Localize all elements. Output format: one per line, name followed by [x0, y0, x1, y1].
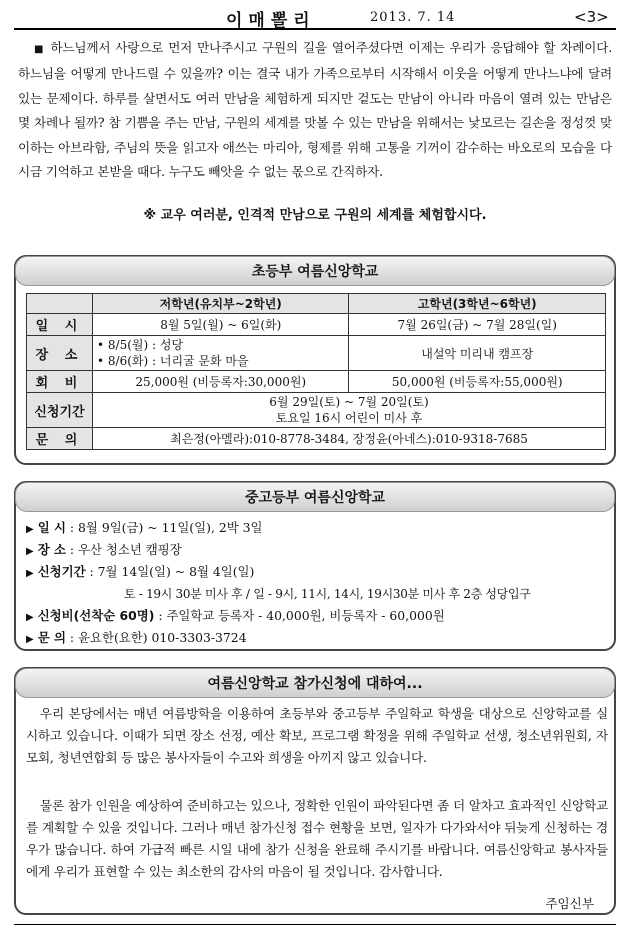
row-label-apply: 신청기간 [27, 393, 93, 428]
list-item: • 8/6(화) : 너리굴 문화 마을 [97, 354, 249, 368]
fee-upper: 50,000원 (비등록자:55,000원) [349, 371, 606, 393]
notice-section [14, 667, 616, 915]
bulletin-date: 2013. 7. 14 [370, 10, 456, 25]
notice-paragraph-1: 우리 본당에서는 매년 여름방학을 이용하여 초등부와 중고등부 주일학교 학생을 대상으로 신앙학교를 실시하고 있습니다. 이때가 되면 장소 선정, 예산 확보, 프로그램 확정을 위해 주일학교 선생, 청소년위원회, 자모회, 청년연합회 등 많은 봉사자들이 수고와 희생을 아끼지 않고 있습니다. [26, 706, 608, 765]
footer-divider [14, 924, 616, 925]
bulletin-title: 이매뽈리 [226, 11, 316, 31]
list-item: ▶ 일 시 : 8월 9일(금) ~ 11일(일), 2박 3일 [26, 520, 263, 535]
middle-high-details [26, 517, 616, 649]
triangle-bullet-icon: ▶ [26, 634, 34, 645]
row-label-place: 장 소 [27, 336, 93, 371]
table-header-row [27, 294, 606, 314]
row-label-fee: 회 비 [27, 371, 93, 393]
place-lower [93, 336, 349, 371]
slogan: ※ 교우 여러분, 인격적 만남으로 구원의 세계를 체험합시다. [143, 208, 487, 223]
table-row [27, 314, 606, 336]
date-lower: 8월 5일(월) ~ 6일(화) [93, 314, 349, 336]
square-bullet-icon: ■ [34, 44, 45, 55]
elementary-section [14, 255, 616, 465]
triangle-bullet-icon: ▶ [26, 524, 34, 535]
intro-paragraph [18, 36, 612, 184]
fee-lower: 25,000원 (비등록자:30,000원) [93, 371, 349, 393]
date-upper: 7월 26일(금) ~ 7월 28일(일) [349, 314, 606, 336]
apply-detail: 토 - 19시 30분 미사 후 / 일 - 9시, 11시, 14시, 19시30분 미사 후 2층 성당입구 [124, 587, 531, 601]
middle-high-title: 중고등부 여름신앙학교 [15, 482, 615, 512]
apply-dates: 6월 29일(토) ~ 7월 20일(토) [269, 395, 429, 409]
elementary-title: 초등부 여름신앙학교 [15, 256, 615, 286]
place-upper: 내설악 미리내 캠프장 [349, 336, 606, 371]
col-lower-grades: 저학년(유치부~2학년) [93, 294, 349, 314]
corner-cell [27, 294, 93, 314]
list-item: ▶ 문 의 : 윤요한(요한) 010-3303-3724 [26, 630, 247, 645]
col-upper-grades: 고학년(3학년~6학년) [349, 294, 606, 314]
triangle-bullet-icon: ▶ [26, 612, 34, 623]
row-label-date: 일 시 [27, 314, 93, 336]
notice-title: 여름신앙학교 참가신청에 대하여... [15, 668, 615, 698]
page-header [14, 4, 616, 30]
table-row [27, 393, 606, 428]
table-row [27, 371, 606, 393]
apply-period [93, 393, 606, 428]
list-item: • 8/5(월) : 성당 [97, 338, 184, 352]
table-row [27, 428, 606, 450]
list-item: ▶ 장 소 : 우산 청소년 캠핑장 [26, 542, 182, 557]
contact-info: 최은정(아멜라):010-8778-3484, 장정윤(아네스):010-9318-7685 [93, 428, 606, 450]
triangle-bullet-icon: ▶ [26, 568, 34, 579]
list-item: ▶ 신청비(선착순 60명) : 주일학교 등록자 - 40,000원, 비등록자 - 60,000원 [26, 608, 445, 623]
signature: 주임신부 [545, 896, 594, 911]
list-item: ▶ 신청기간 : 7월 14일(일) ~ 8월 4일(일) [26, 564, 255, 579]
notice-paragraph-2: 물론 참가 인원을 예상하여 준비하고는 있으나, 정확한 인원이 파악된다면 좀 더 알차고 효과적인 신앙학교를 계획할 수 있을 것입니다. 그러나 매년 참가신청 접수 현황을 보면, 일자가 다가와서야 뒤늦게 신청하는 경우가 많습니다. 하여 가급적 빠른 시일 내에 참가 신청을 완료해 주시기를 바랍니다. 여름신앙학교 봉사자들에게 우리가 표현할 수 있는 최소한의 감사의 마음이 될 것입니다. 감사합니다. [26, 798, 608, 879]
row-label-contact: 문 의 [27, 428, 93, 450]
intro-text: 하느님께서 사랑으로 먼저 만나주시고 구원의 길을 열어주셨다면 이제는 우리가 응답해야 할 차례이다. 하느님을 어떻게 만나드릴 수 있을까? 이는 결국 내가 가족으로부터 시작해서 이웃을 어떻게 만나느냐에 달려 있는 문제이다. 하루를 살면서도 여러 만남을 체험하게 되지만 겉도는 만남이 아니라 마음이 열려 있는 만남은 몇 차례나 될까? 참 기쁨을 주는 만남, 구원의 세계를 맛볼 수 있는 만남을 위해서는 낯모르는 길손을 정성껏 맞이하는 아브라함, 주님의 뜻을 읽고자 애쓰는 마리아, 형제를 위해 고통을 기꺼이 감수하는 바오로의 모습을 다시금 기억하고 본받을 때다. 누구도 빼앗을 수 없는 몫으로 간직하자. [18, 40, 612, 180]
triangle-bullet-icon: ▶ [26, 546, 34, 557]
apply-note: 토요일 16시 어린이 미사 후 [275, 411, 423, 425]
page-number: <3> [574, 8, 609, 26]
middle-high-section [14, 481, 616, 651]
table-row [27, 336, 606, 371]
elementary-table [26, 293, 606, 450]
